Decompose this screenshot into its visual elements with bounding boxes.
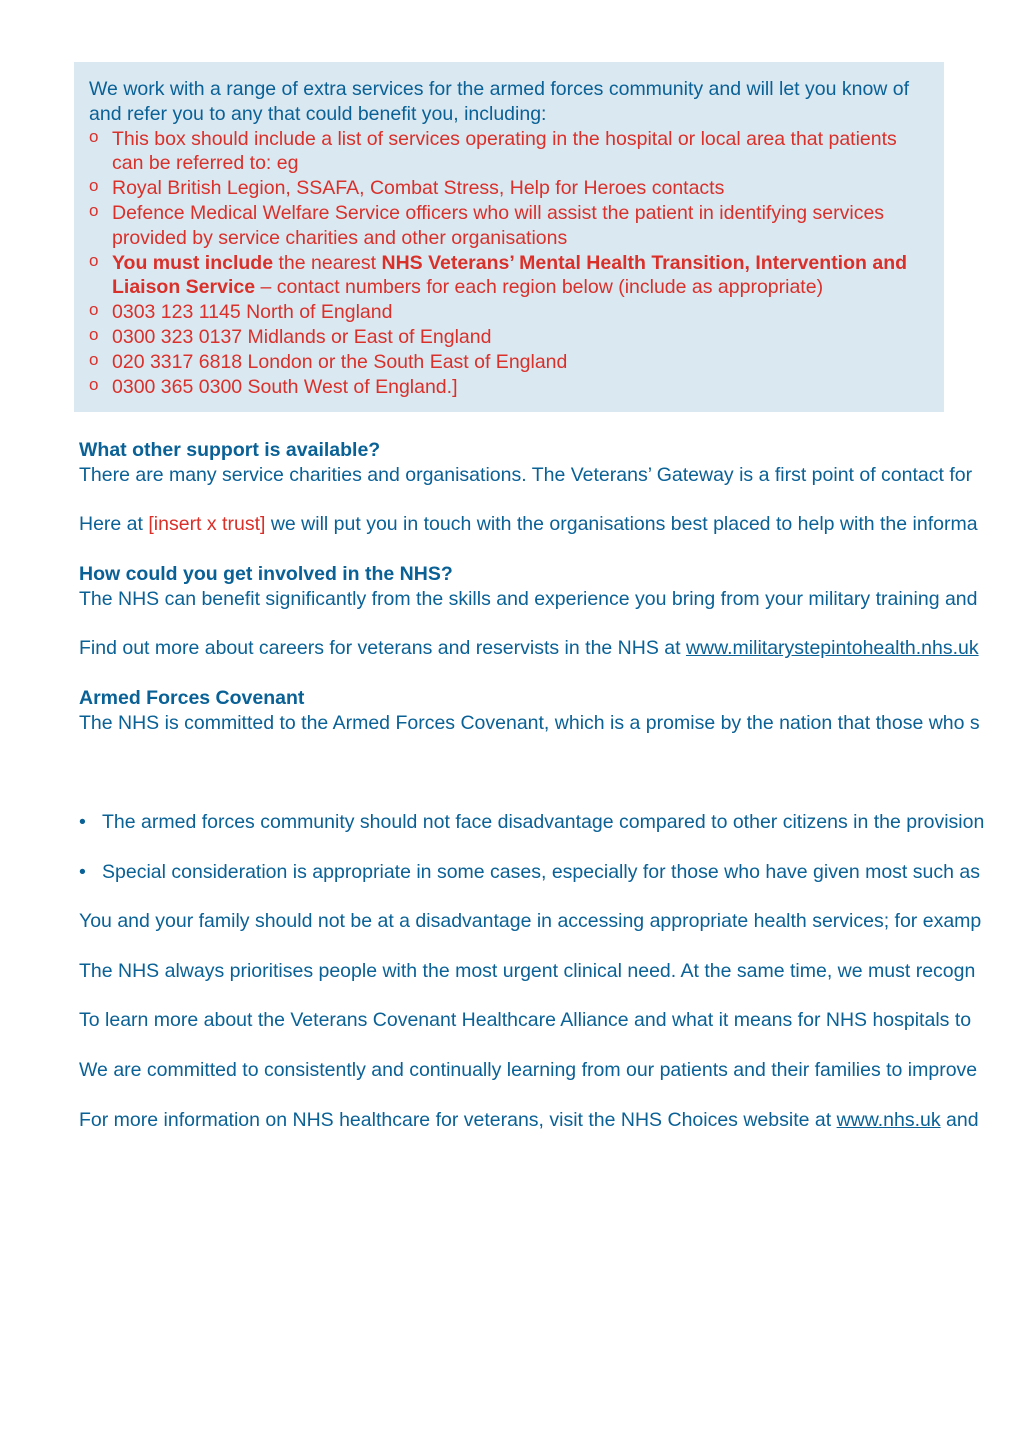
phone-list-item (89, 300, 930, 325)
covenant-bullet-text: The armed forces community should not face disadvantage compared to other citizens in the provision (102, 810, 985, 833)
alliance-paragraph: To learn more about the Veterans Covenant Healthcare Alliance and what it means for NHS hospitals to (79, 1009, 972, 1032)
family-paragraph: You and your family should not be at a disadvantage in accessing appropriate health services; for examp (79, 910, 982, 933)
bullet-dot-icon: • (79, 860, 86, 883)
services-item-text: This box should include a list of services operating in the hospital or local area that patients can be referred to: eg (112, 127, 897, 175)
phone-item-text: 0303 123 1145 North of England (112, 301, 393, 324)
phone-item-text: 020 3317 6818 London or the South East of England (112, 350, 568, 373)
priority-paragraph: The NHS always prioritises people with the most urgent clinical need. At the same time, we must recogn (79, 959, 976, 982)
services-list-item (89, 201, 930, 251)
nhs-uk-link[interactable]: www.nhs.uk (836, 1108, 941, 1131)
contact-numbers-text: – contact numbers for each region below (include as appropriate) (255, 276, 824, 299)
learning-paragraph: We are committed to consistently and continually learning from our patients and their families to improve (79, 1058, 978, 1081)
nhs-choices-paragraph (79, 1108, 1024, 1133)
mental-health-service-name: NHS Veterans’ Mental Health Transition, Intervention and Liaison Service (112, 251, 908, 299)
services-list (89, 127, 930, 400)
circle-bullet-icon: o (89, 349, 99, 369)
services-box (74, 62, 944, 412)
support-heading: What other support is available? (79, 439, 381, 461)
trust-prefix: Here at (79, 513, 149, 536)
services-item-text: Royal British Legion, SSAFA, Combat Stress, Help for Heroes contacts (112, 177, 725, 200)
choices-prefix: For more information on NHS healthcare for veterans, visit the NHS Choices website at (79, 1108, 837, 1131)
involved-paragraph: The NHS can benefit significantly from the skills and experience you bring from your military training and (79, 587, 978, 610)
phone-list-item (89, 350, 930, 375)
services-list-item-mental-health (89, 251, 930, 301)
trust-placeholder: [insert x trust] (148, 513, 266, 536)
bullet-dot-icon: • (79, 810, 86, 833)
covenant-bullet-item (79, 860, 1024, 885)
circle-bullet-icon: o (89, 374, 99, 394)
services-list-item (89, 176, 930, 201)
circle-bullet-icon: o (89, 126, 99, 146)
support-paragraph: There are many service charities and organisations. The Veterans’ Gateway is a first point of contact for (79, 463, 973, 486)
choices-suffix: and (940, 1108, 979, 1131)
trust-suffix: we will put you in touch with the organisations best placed to help with the informa (265, 513, 978, 536)
circle-bullet-icon: o (89, 300, 99, 320)
nearest-text: the nearest (273, 251, 382, 274)
circle-bullet-icon: o (89, 324, 99, 344)
services-item-text: Defence Medical Welfare Service officers who will assist the patient in identifying services provided by service charities and other organisations (112, 201, 885, 249)
covenant-bullet-text: Special consideration is appropriate in some cases, especially for those who have given most such as (102, 860, 980, 883)
services-list-item (89, 127, 930, 177)
covenant-bullet-item (79, 810, 1024, 835)
must-include-text: You must include (112, 251, 274, 274)
covenant-heading: Armed Forces Covenant (79, 686, 305, 709)
careers-prefix: Find out more about careers for veterans and reservists in the NHS at (79, 637, 686, 660)
military-step-into-health-link[interactable]: www.militarystepintohealth.nhs.uk (685, 637, 979, 660)
circle-bullet-icon: o (89, 200, 99, 220)
covenant-paragraph: The NHS is committed to the Armed Forces Covenant, which is a promise by the nation that those who s (79, 711, 980, 734)
phone-list-item (89, 325, 930, 350)
careers-paragraph (79, 636, 1024, 661)
main-content (79, 438, 1024, 1132)
circle-bullet-icon: o (89, 176, 99, 196)
circle-bullet-icon: o (89, 250, 99, 270)
phone-item-text: 0300 323 0137 Midlands or East of England (112, 325, 492, 348)
phone-list-item (89, 375, 930, 400)
involved-heading: How could you get involved in the NHS? (79, 562, 453, 585)
trust-paragraph (79, 512, 1024, 537)
services-intro: We work with a range of extra services for the armed forces community and will let you know of and refer you to any that could benefit you, including: (89, 78, 910, 125)
phone-item-text: 0300 365 0300 South West of England.] (112, 375, 458, 398)
